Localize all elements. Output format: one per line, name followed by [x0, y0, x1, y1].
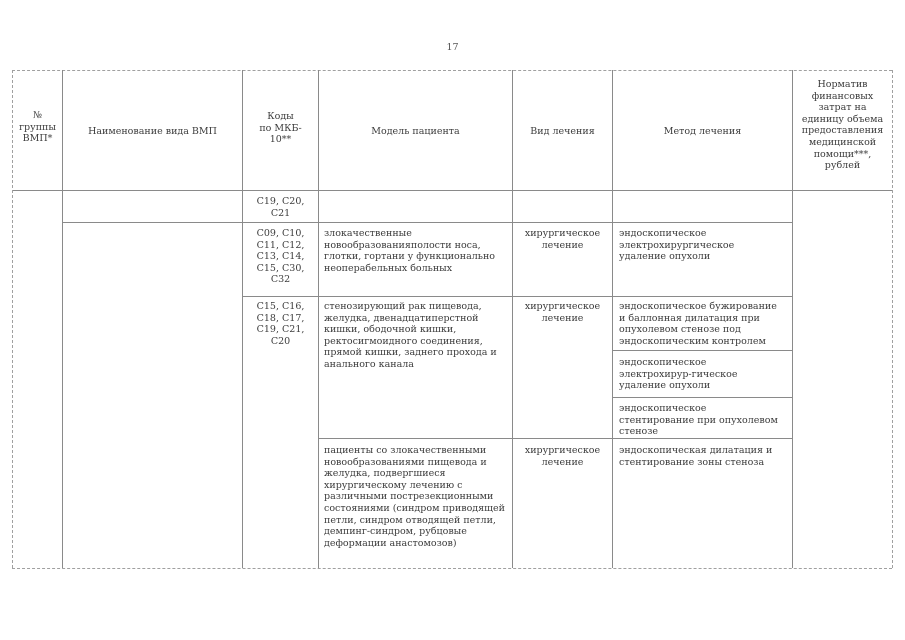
treatment-method-cell: эндоскопическая дилатация и стентирование зоны стеноза [619, 445, 773, 468]
column-divider [62, 70, 63, 568]
row-divider [242, 296, 792, 297]
patient-model-cell: стенозирующий рак пищевода, желудка, двенадцатиперстной кишки, ободочной кишки, ректосигмоидного соединения, прямой кишки, заднего прохода и анального канала [324, 301, 497, 370]
treatment-type-cell: хирургическое лечение [524, 228, 601, 251]
treatment-type-cell: хирургическое лечение [524, 445, 601, 468]
row-divider [62, 222, 792, 223]
header-treatment-type: Вид лечения [530, 126, 595, 137]
table-bottom-border [12, 568, 892, 569]
header-treatment-method: Метод лечения [663, 126, 742, 137]
column-divider [318, 70, 319, 568]
patient-model-cell: злокачественные новообразованияполости носа, глотки, гортани у функционально неоперабельных больных [324, 228, 495, 274]
treatment-method-cell: эндоскопическое бужирование и баллонная дилатация при опухолевом стенозе под эндоскопическим контролем [619, 301, 777, 347]
header-icd-codes: Коды по МКБ- 10** [259, 111, 302, 146]
treatment-type-cell: хирургическое лечение [524, 301, 601, 324]
header-group-number: № группы ВМП* [19, 110, 56, 145]
treatment-method-cell: эндоскопическое электрохирургическое удаление опухоли [619, 228, 735, 263]
icd-codes-cell: С15, С16, С18, С17, С19, С21, С20 [256, 301, 305, 347]
table-top-border [12, 70, 892, 71]
header-vmp-name: Наименование вида ВМП [88, 126, 217, 137]
treatment-method-cell: эндоскопическое стентирование при опухолевом стенозе [619, 403, 778, 438]
icd-codes-cell: С19, С20, С21 [256, 196, 305, 219]
header-patient-model: Модель пациента [371, 126, 460, 137]
patient-model-cell: пациенты со злокачественными новообразованиями пищевода и желудка, подвергшиеся хирургическому лечению с различными пострезекционными состояниями (синдром приводящей петли, синдром отводящей петли, демпинг-синдром, рубцовые деформации анастомозов) [324, 445, 505, 549]
icd-codes-cell: С09, С10, С11, С12, С13, С14, С15, С30, С32 [256, 228, 305, 286]
method-divider [612, 350, 792, 351]
treatment-method-cell: эндоскопическое электрохирур-гическое удаление опухоли [619, 357, 738, 392]
column-divider [612, 70, 613, 568]
table-right-border [892, 70, 893, 568]
header-cost-standard: Норматив финансовых затрат на единицу объема предоставления медицинской помощи***, рублей [801, 79, 884, 172]
header-bottom-border [12, 190, 892, 191]
page-number: 17 [446, 42, 459, 53]
row-divider [318, 438, 792, 439]
method-divider [612, 397, 792, 398]
